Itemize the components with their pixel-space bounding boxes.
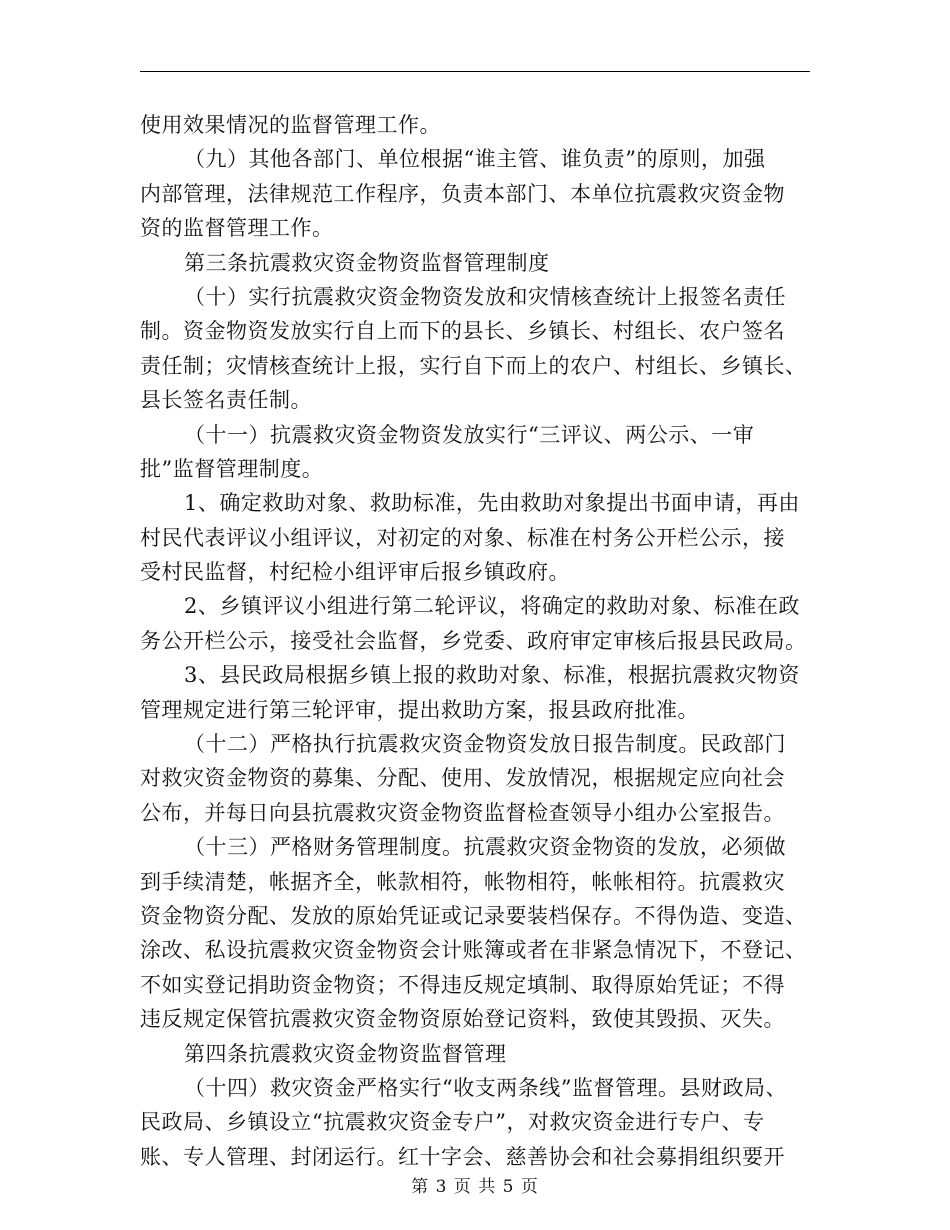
text-line: （十三）严格财务管理制度。抗震救灾资金物资的发放，必须做 — [184, 835, 786, 860]
text-line: 民政局、乡镇设立“抗震救灾资金专户”，对救灾资金进行专户、专 — [140, 1110, 765, 1135]
text-line: 责任制；灾情核查统计上报，实行自下而上的农户、村组长、乡镇长、 — [140, 353, 807, 378]
text-line: 县长签名责任制。 — [140, 388, 312, 413]
text-line: 涂改、私设抗震救灾资金物资会计账簿或者在非紧急情况下，不登记、 — [140, 938, 807, 963]
text-line: 制。资金物资发放实行自上而下的县长、乡镇长、村组长、农户签名 — [140, 319, 785, 344]
text-line: 使用效果情况的监督管理工作。 — [140, 113, 441, 137]
text-line: （十四）救灾资金严格实行“收支两条线”监督管理。县财政局、 — [184, 1075, 787, 1100]
text-line: 1、确定救助对象、救助标准，先由救助对象提出书面申请，再由 — [184, 491, 800, 516]
text-line: 批”监督管理制度。 — [140, 456, 324, 481]
text-line: （十一）抗震救灾资金物资发放实行“三评议、两公示、一审 — [184, 422, 755, 447]
text-line: 3、县民政局根据乡镇上报的救助对象、标准，根据抗震救灾物资 — [184, 663, 800, 688]
text-line: 公布，并每日向县抗震救灾资金物资监督检查领导小组办公室报告。 — [140, 800, 785, 825]
text-line: 资金物资分配、发放的原始凭证或记录要装档保存。不得伪造、变造、 — [140, 903, 807, 928]
text-line: 务公开栏公示，接受社会监督，乡党委、政府审定审核后报县民政局。 — [140, 628, 807, 653]
text-line: 账、专人管理、封闭运行。红十字会、慈善协会和社会募捐组织要开 — [140, 1144, 785, 1169]
page-number-footer: 第 3 页 共 5 页 — [411, 1177, 539, 1197]
text-line: 违反规定保管抗震救灾资金物资原始登记资料，致使其毁损、灭失。 — [140, 1007, 785, 1032]
text-line: （十二）严格执行抗震救灾资金物资发放日报告制度。民政部门 — [184, 732, 786, 757]
text-line: 对救灾资金物资的募集、分配、使用、发放情况，根据规定应向社会 — [140, 766, 785, 791]
text-line: （九）其他各部门、单位根据“谁主管、谁负责”的原则，加强 — [184, 147, 766, 172]
text-line: 受村民监督，村纪检小组评审后报乡镇政府。 — [140, 560, 570, 585]
text-line: 资的监督管理工作。 — [140, 216, 334, 241]
section-heading: 第四条抗震救灾资金物资监督管理 — [184, 1041, 507, 1066]
header-rule — [140, 71, 810, 72]
text-line: 管理规定进行第三轮评审，提出救助方案，报县政府批准。 — [140, 697, 699, 722]
text-line: 不如实登记捐助资金物资；不得违反规定填制、取得原始凭证；不得 — [140, 972, 785, 997]
section-heading: 第三条抗震救灾资金物资监督管理制度 — [184, 250, 550, 275]
text-line: 村民代表评议小组评议，对初定的对象、标准在村务公开栏公示，接 — [140, 525, 785, 550]
text-line: （十）实行抗震救灾资金物资发放和灾情核查统计上报签名责任 — [184, 284, 786, 309]
text-line: 到手续清楚，帐据齐全，帐款相符，帐物相符，帐帐相符。抗震救灾 — [140, 869, 785, 894]
text-line: 2、乡镇评议小组进行第二轮评议，将确定的救助对象、标准在政 — [184, 594, 800, 619]
document-body — [140, 108, 812, 1174]
text-line: 内部管理，法律规范工作程序，负责本部门、本单位抗震救灾资金物 — [140, 181, 785, 206]
